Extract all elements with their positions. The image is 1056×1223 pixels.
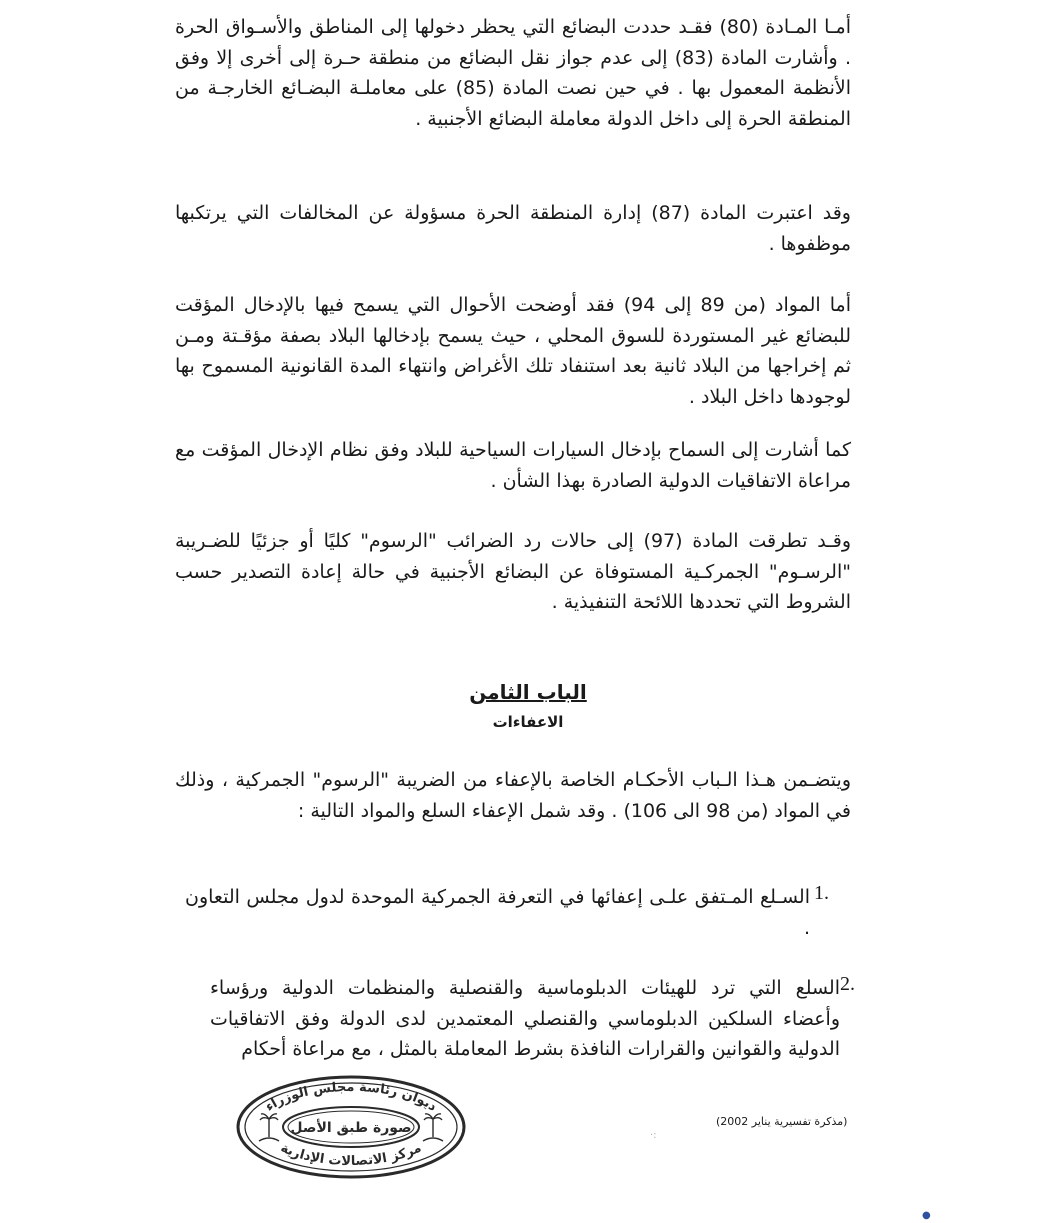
- paragraph-tourist-cars: كما أشارت إلى السماح بإدخال السيارات السياحية للبلاد وفق نظام الإدخال المؤقت مع مراعاة الاتفاقيات الدولية الصادرة بهذا الشأن .: [175, 439, 851, 492]
- seal-center-text: صورة طبق الأصل: [290, 1120, 412, 1136]
- seal-bottom-text: مركز الاتصالات الإدارية: [278, 1140, 424, 1170]
- paragraph-article-97: وقـد تطرقت المادة (97) إلى حالات رد الضرائب "الرسوم" كليًا أو جزئيًا للضـريبة "الرسـوم" الجمركـية المستوفاة عن البضائع الأجنبية في حالة إعادة التصدير حسب الشروط التي تحددها اللائحة التنفيذية .: [175, 530, 851, 613]
- paragraph-exemptions-intro: ويتضـمن هـذا الـباب الأحكـام الخاصة بالإعفاء من الضريبة "الرسوم" الجمركية ، وذلك في المواد (من 98 الى 106) . وقد شمل الإعفاء السلع والمواد التالية :: [175, 769, 851, 822]
- paragraph-articles-80-85: أمـا المـادة (80) فقـد حددت البضائع التي يحظر دخولها إلى المناطق والأسـواق الحرة . وأشارت المادة (83) إلى عدم جواز نقل البضائع من منطقة حـرة إلى أخرى إلا وفق الأنظمة المعمول بها . في حين نصت المادة (85) على معاملـة البضـائع الخارجـة من المنطقة الحرة إلى داخل الدولة معاملة البضائع الأجنبية .: [175, 16, 851, 130]
- paragraph-article-87: وقد اعتبرت المادة (87) إدارة المنطقة الحرة مسؤولة عن المخالفات التي يرتكبها موظفوها .: [175, 202, 851, 255]
- footnote-source: (مذكرة تفسيرية يناير 2002): [716, 1115, 848, 1128]
- scan-speck: ·:: [650, 1130, 657, 1141]
- scan-mark: ●: [922, 1210, 931, 1221]
- official-seal-stamp: [235, 1075, 467, 1180]
- paragraph-articles-89-94: أما المواد (من 89 إلى 94) فقد أوضحت الأحوال التي يسمح فيها بالإدخال المؤقت للبضائع غير المستوردة للسوق المحلي ، حيث يسمح بإدخالها البلاد بصفة مؤقـتة ومـن ثم إخراجها من البلاد ثانية بعد استنفاد تلك الأغراض وانتهاء المدة القانونية المسموح بها لوجودها داخل البلاد .: [175, 294, 852, 408]
- svg-text:مركز الاتصالات الإدارية: [278, 1141, 424, 1170]
- list-item-number: 1.: [814, 882, 829, 904]
- list-item: السـلع المـتفق علـى إعفائها في التعرفة الجمركية الموحدة لدول مجلس التعاون .: [185, 886, 810, 939]
- seal-top-text: ديوان رئاسة مجلس الوزراء: [262, 1080, 440, 1115]
- section-heading: الباب الثامن: [469, 680, 587, 704]
- list-item: السلع التي ترد للهيئات الدبلوماسية والقنصلية والمنظمات الدولية ورؤساء وأعضاء السلكين الدبلوماسي والقنصلي المعتمدين لدى الدولة وفق الاتفاقيات الدولية والقوانين والقرارات النافذة بشرط المعاملة بالمثل ، مع مراعاة أحكام: [210, 977, 840, 1060]
- section-subheading: الاعفاءات: [492, 713, 564, 731]
- list-item-number: 2.: [840, 973, 855, 995]
